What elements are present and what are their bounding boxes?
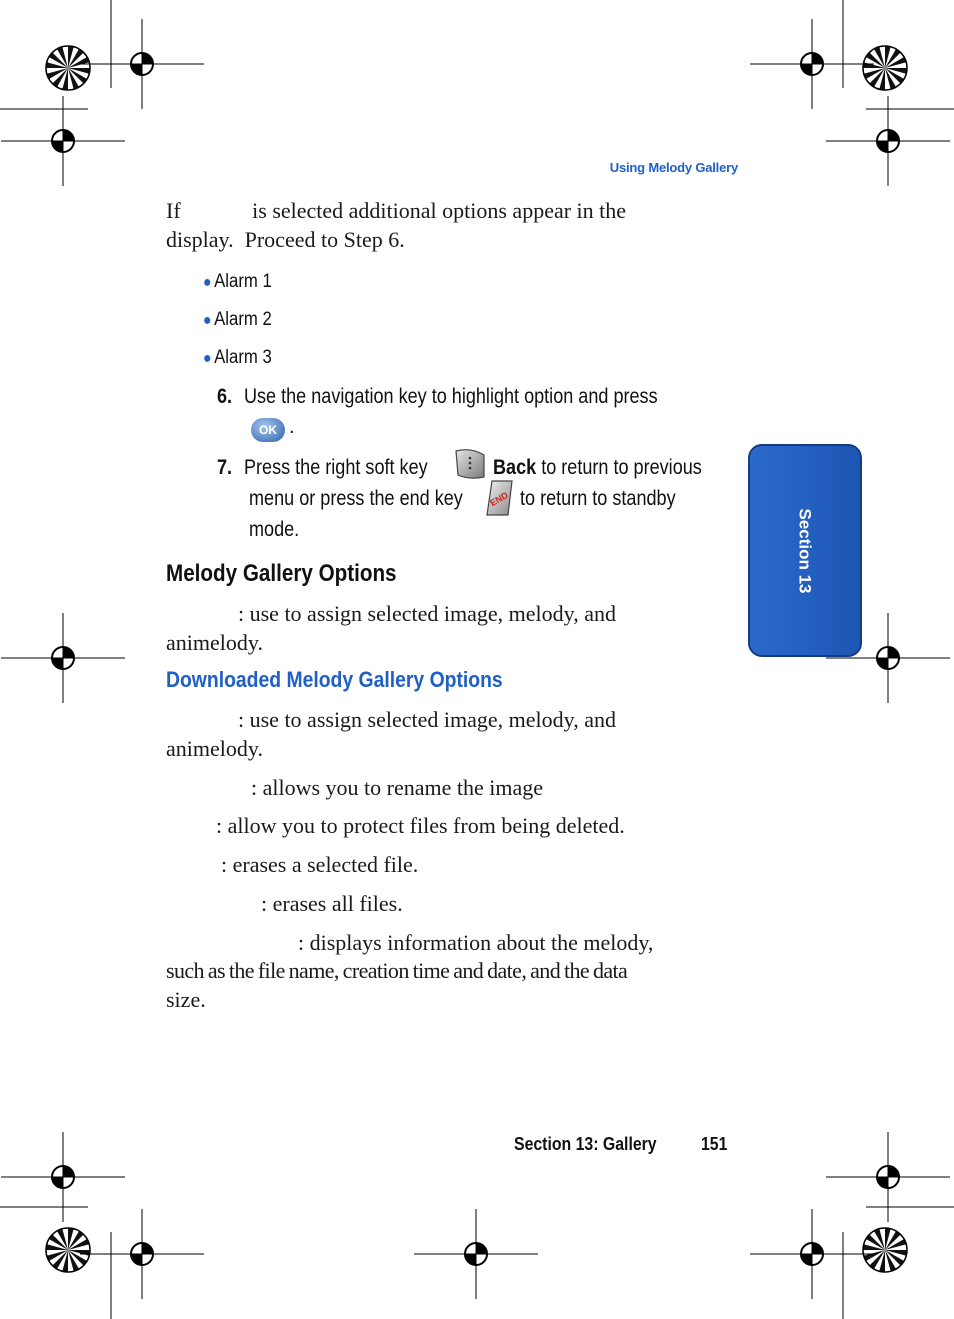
right-soft-key-icon xyxy=(453,447,487,481)
step-7-line-1 xyxy=(217,452,428,483)
bullet-alarm-3 xyxy=(203,347,272,369)
info-line-2: such as the file name, creation time and date, and the data xyxy=(166,958,628,983)
crosshair-mark xyxy=(414,1209,538,1299)
crosshair-mark xyxy=(1,1132,125,1222)
crosshair-mark xyxy=(80,19,204,109)
erase-all-description: : erases all files. xyxy=(261,891,403,916)
starburst-mark xyxy=(46,46,90,90)
step-number: 7. xyxy=(217,456,233,479)
section-tab-label-wrap xyxy=(748,444,862,657)
section-tab-label: Section 13 xyxy=(795,507,815,594)
protect-description: : allow you to protect files from being deleted. xyxy=(216,813,625,838)
step-number: 6. xyxy=(217,385,233,408)
rename-description: : allows you to rename the image xyxy=(251,775,544,800)
end-key-icon xyxy=(484,479,514,517)
footer-section: Section 13: Gallery xyxy=(514,1134,657,1154)
step-7-line-2a: menu or press the end key xyxy=(249,487,463,510)
step-text: Use the navigation key to highlight option and press xyxy=(243,385,658,408)
bullet-alarm-1 xyxy=(203,271,272,293)
downloaded-options-heading: Downloaded Melody Gallery Options xyxy=(166,667,503,692)
downloaded-assign-line-2: animelody. xyxy=(166,736,263,761)
page-number: 151 xyxy=(701,1134,728,1154)
downloaded-assign-line-1: : use to assign selected image, melody, and xyxy=(238,707,616,732)
info-line-3: size. xyxy=(166,987,206,1012)
step-text: to return to previous xyxy=(541,456,702,479)
step-7-line-3: mode. xyxy=(249,518,300,541)
starburst-mark xyxy=(863,46,907,90)
bullet-label: Alarm 3 xyxy=(214,347,272,368)
running-header: Using Melody Gallery xyxy=(609,160,738,175)
ok-key-icon: OK xyxy=(251,418,285,442)
melody-gallery-options-heading: Melody Gallery Options xyxy=(166,560,397,587)
step-7-back-text xyxy=(493,452,702,483)
step-7-line-2b: to return to standby xyxy=(520,487,676,510)
melody-assign-line-2: animelody. xyxy=(166,630,263,655)
bullet-dot-icon: ● xyxy=(203,350,212,367)
erase-description: : erases a selected file. xyxy=(221,852,419,877)
step-6 xyxy=(217,381,658,412)
melody-assign-line-1: : use to assign selected image, melody, and xyxy=(238,601,616,626)
bullet-alarm-2 xyxy=(203,309,272,331)
intro-line-1: If is selected additional options appear in the xyxy=(166,198,627,223)
crosshair-mark xyxy=(826,1132,950,1222)
crosshair-mark xyxy=(80,1209,204,1299)
bullet-dot-icon: ● xyxy=(203,312,212,329)
bullet-dot-icon: ● xyxy=(203,274,212,291)
starburst-mark xyxy=(46,1228,90,1272)
crosshair-mark xyxy=(750,1209,874,1299)
intro-line-2: display. Proceed to Step 6. xyxy=(166,227,405,252)
back-label: Back xyxy=(493,456,537,479)
starburst-mark xyxy=(863,1228,907,1272)
bullet-label: Alarm 1 xyxy=(214,271,272,292)
crosshair-mark xyxy=(750,19,874,109)
info-line-1: : displays information about the melody, xyxy=(298,930,654,955)
end-key-label: END xyxy=(488,489,510,509)
crosshair-mark xyxy=(1,613,125,703)
step-6-period: . xyxy=(289,416,295,438)
bullet-label: Alarm 2 xyxy=(214,309,272,330)
step-text: Press the right soft key xyxy=(243,456,428,479)
